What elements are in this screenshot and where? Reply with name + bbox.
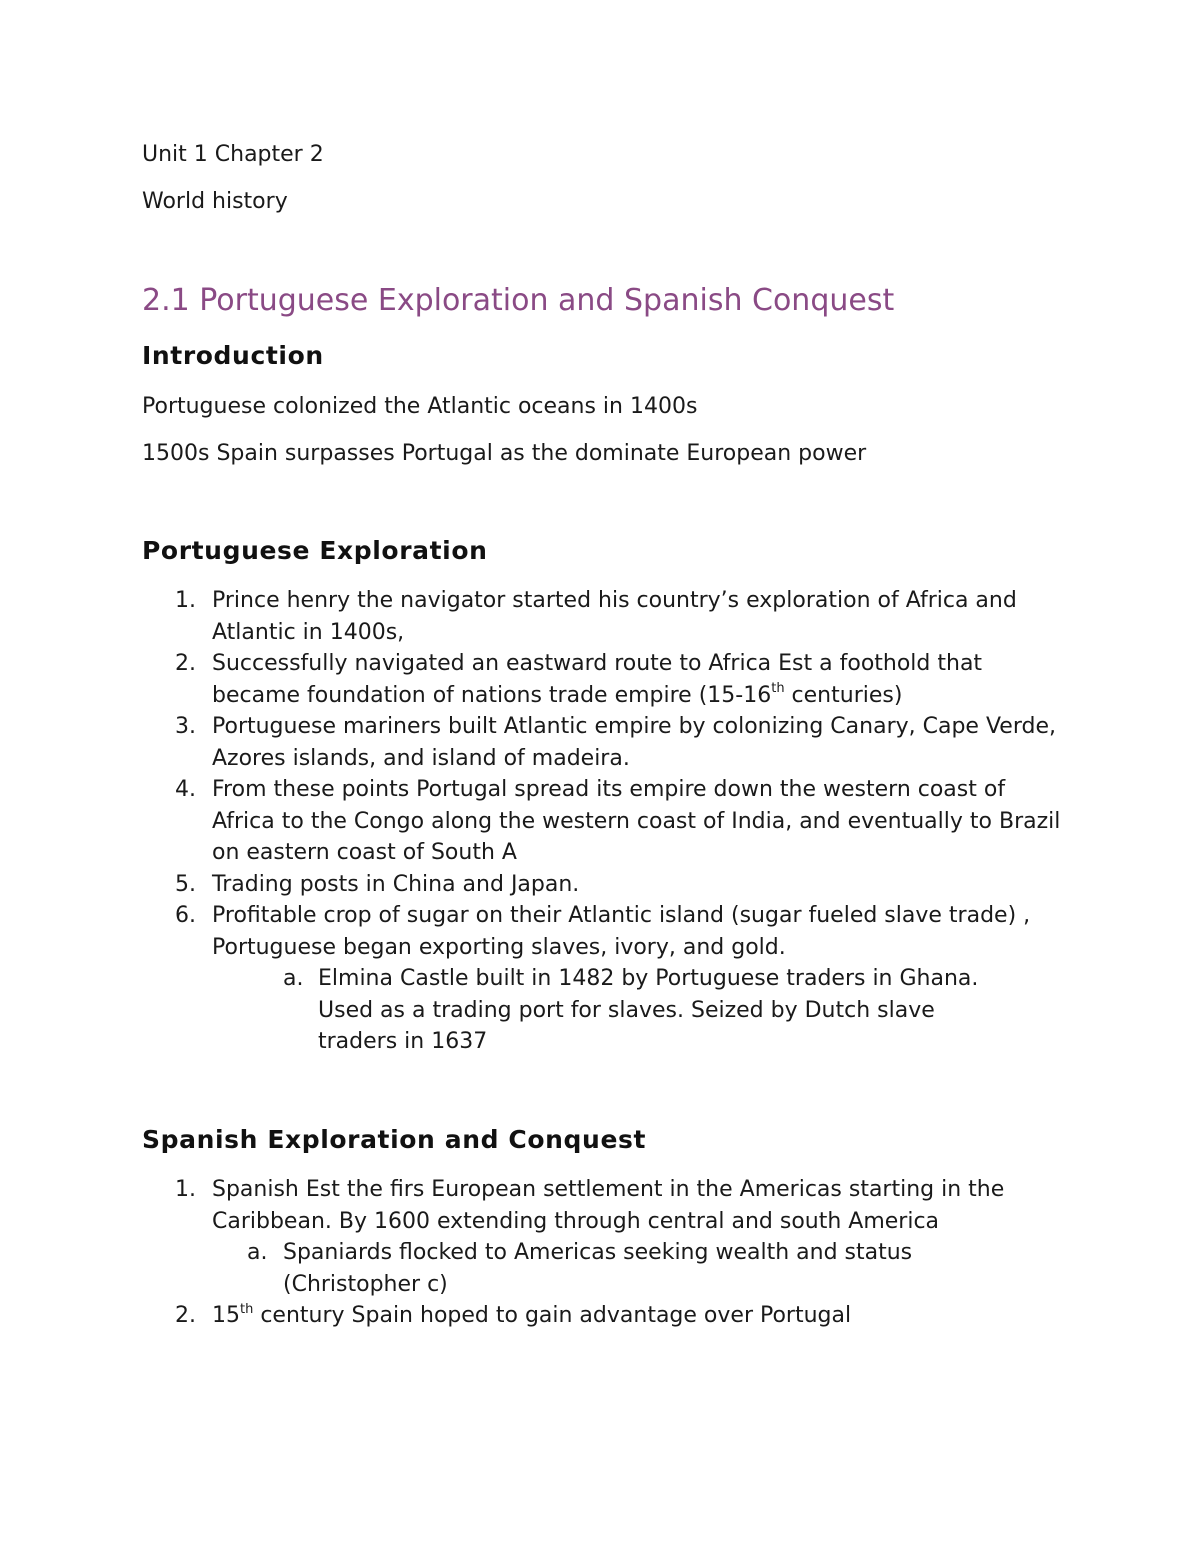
item-text-part: century Spain hoped to gain advantage over Portugal [253,1303,852,1328]
list-item [0,648,1062,711]
list-item-text: Prince henry the navigator started his country’s exploration of Africa and Atlantic in 1400s, [212,588,1017,645]
list-letter: a. [247,1240,268,1265]
introduction-heading: Introduction [142,341,324,370]
spanish-exploration-heading: Spanish Exploration and Conquest [142,1125,647,1154]
list-number: 3. [175,714,196,739]
superscript: th [771,681,785,697]
list-item [0,585,1062,648]
item-text-part: Successfully navigated an eastward route to Africa Est a foothold that became foundation of nations trade empire (15-16 [212,651,983,708]
list-subitem [0,963,1062,1058]
list-item [0,774,1062,869]
list-item-text: Profitable crop of sugar on their Atlantic island (sugar fueled slave trade) , Portuguese began exporting slaves, ivory, and gold. [212,903,1031,960]
subject-line: World history [142,189,288,214]
item-text-part: centuries) [784,682,903,708]
list-number: 2. [175,651,196,676]
list-item-text: Spanish Est the firs European settlement in the Americas starting in the Caribbean. By 1600 extending through central and south America [212,1177,1005,1234]
list-number: 6. [175,903,196,928]
list-subitem [0,1237,1072,1300]
portuguese-exploration-heading: Portuguese Exploration [142,536,488,565]
list-item [0,1300,1072,1332]
list-item-text: From these points Portugal spread its empire down the western coast of Africa to the Congo along the western coast of India, and eventually to Brazil on eastern coast of South A [212,777,1061,865]
list-subitem-text: Spaniards flocked to Americas seeking wealth and status (Christopher c) [283,1240,913,1297]
list-number: 2. [175,1303,196,1328]
list-item [0,900,1062,963]
list-item-text: Trading posts in China and Japan. [212,871,580,897]
list-number: 4. [175,777,196,802]
list-letter: a. [283,966,304,991]
list-item-text [212,1300,1062,1332]
list-number: 5. [175,871,196,897]
unit-chapter-line: Unit 1 Chapter 2 [142,142,324,167]
list-item [0,1174,1072,1237]
intro-paragraph-2: 1500s Spain surpasses Portugal as the dominate European power [142,441,867,466]
list-item-text [212,648,1062,711]
intro-paragraph-1: Portuguese colonized the Atlantic oceans in 1400s [142,394,698,419]
list-number: 1. [175,588,196,613]
item-text-part: 15 [212,1303,240,1328]
spanish-exploration-list [0,1174,1072,1332]
superscript: th [240,1301,254,1317]
list-subitem-text: Elmina Castle built in 1482 by Portuguese traders in Ghana. Used as a trading port for slaves. Seized by Dutch slave traders in 1637 [318,966,979,1054]
portuguese-exploration-list [0,585,1062,1058]
list-item-text: Portuguese mariners built Atlantic empire by colonizing Canary, Cape Verde, Azores islands, and island of madeira. [212,714,1056,771]
list-item [0,869,1062,901]
list-number: 1. [175,1177,196,1202]
page-title: 2.1 Portuguese Exploration and Spanish Conquest [142,283,895,318]
list-item [0,711,1062,774]
